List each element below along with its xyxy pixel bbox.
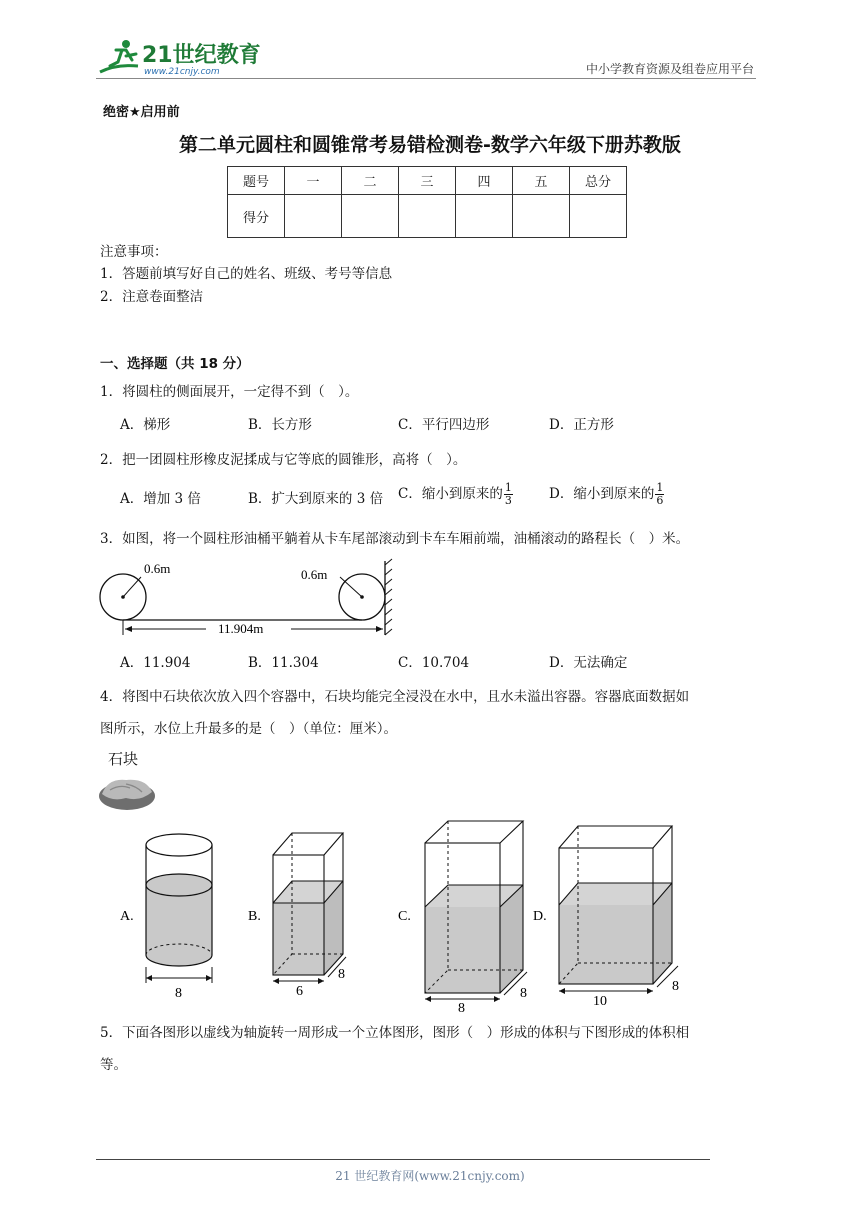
question-4-stem: 4．将图中石块依次放入四个容器中，石块均能完全浸没在水中，且水未溢出容器。容器底面数据如 [100,689,690,705]
section-heading: 一、选择题（共 18 分） [100,356,250,372]
logo-subtext: www.21cnjy.com [144,67,220,77]
fraction [655,482,664,507]
fraction [504,482,513,507]
stone-icon [96,772,158,812]
question-2-stem: 2．把一团圆柱形橡皮泥揉成与它等底的圆锥形，高将（ ）。 [100,452,467,468]
note-item: 2．注意卷面整洁 [100,289,204,305]
score-header-cell: 三 [399,167,456,195]
q2-option-a[interactable]: A．增加 3 倍 [120,491,201,507]
container-d-box [559,826,679,1009]
question-3-stem: 3．如图，将一个圆柱形油桶平躺着从卡车尾部滚动到卡车车厢前端，油桶滚动的路程长（ ）米。 [100,531,690,547]
dim-b-depth: 8 [338,967,345,982]
score-header-cell: 二 [342,167,399,195]
q3-option-a[interactable]: A．11.904 [120,655,191,671]
footer-link[interactable]: 21 世纪教育网(www.21cnjy.com) [335,1169,525,1183]
container-b-label: B. [248,909,261,924]
q2-option-c-text: C．缩小到原来的 [398,486,503,503]
dim-d-depth: 8 [672,979,679,994]
q2-option-c[interactable] [398,482,514,507]
question-1-stem: 1．将圆柱的侧面展开，一定得不到（ ）。 [100,384,359,400]
fraction-denominator: 6 [656,494,664,508]
radius-label-right: 0.6m [301,567,328,582]
q3-option-d[interactable]: D．无法确定 [549,655,628,671]
score-row-label: 得分 [228,195,285,238]
score-input-cell[interactable] [285,195,342,238]
container-a-cylinder [146,834,212,1001]
fraction-denominator: 3 [504,494,512,508]
secret-label: 绝密★启用前 [103,105,180,120]
q1-option-a[interactable]: A．梯形 [120,417,171,433]
page-title: 第二单元圆柱和圆锥常考易错检测卷-数学六年级下册苏教版 [179,134,681,156]
q2-option-d[interactable] [549,482,665,507]
footer-divider [96,1159,710,1160]
score-header-cell: 四 [456,167,513,195]
score-input-cell[interactable] [570,195,627,238]
score-header-cell: 一 [285,167,342,195]
dim-c-width: 8 [458,1001,465,1015]
q3-rolling-barrel-figure [96,555,406,640]
q3-option-b[interactable]: B．11.304 [248,655,319,671]
score-header-cell: 题号 [228,167,285,195]
dim-d-width: 10 [593,994,607,1009]
question-4-stem-cont: 图所示，水位上升最多的是（ ）（单位：厘米）。 [100,721,397,737]
q1-option-c[interactable]: C．平行四边形 [398,417,490,433]
container-d-label: D. [533,909,547,924]
container-b-box [273,833,346,999]
question-5-stem-cont: 等。 [100,1057,127,1073]
container-a-label: A. [120,909,134,924]
dim-c-depth: 8 [520,986,527,1001]
score-input-cell[interactable] [513,195,570,238]
q2-option-b[interactable]: B．扩大到原来的 3 倍 [248,491,384,507]
note-item: 1．答题前填写好自己的姓名、班级、考号等信息 [100,266,393,282]
q2-option-d-text: D．缩小到原来的 [549,486,655,503]
q3-option-c[interactable]: C．10.704 [398,655,470,671]
score-input-cell[interactable] [399,195,456,238]
score-table-header-row [228,167,627,195]
q1-option-d[interactable]: D．正方形 [549,417,614,433]
dim-a-diameter: 8 [175,986,182,1001]
q1-option-b[interactable]: B．长方形 [248,417,312,433]
score-table [227,166,627,238]
dim-b-width: 6 [296,984,303,999]
header-divider [96,78,756,79]
stone-label: 石块 [108,750,139,768]
score-header-cell: 总分 [570,167,627,195]
container-c-label: C. [398,909,411,924]
logo-text: 21世纪教育 [142,43,261,68]
distance-label: 11.904m [218,621,264,636]
fraction-numerator: 1 [504,481,512,494]
platform-name: 中小学教育资源及组卷应用平台 [585,62,754,76]
question-5-stem: 5．下面各图形以虚线为轴旋转一周形成一个立体图形，图形（ ）形成的体积与下图形成的体积相 [100,1025,690,1041]
q4-containers-figure [116,815,706,1015]
score-input-cell[interactable] [342,195,399,238]
score-header-cell: 五 [513,167,570,195]
radius-label-left: 0.6m [144,561,171,576]
notes-heading: 注意事项： [100,244,168,260]
score-table-score-row [228,195,627,238]
container-c-box [425,821,527,1015]
fraction-numerator: 1 [656,481,664,494]
site-logo [96,36,266,80]
score-input-cell[interactable] [456,195,513,238]
